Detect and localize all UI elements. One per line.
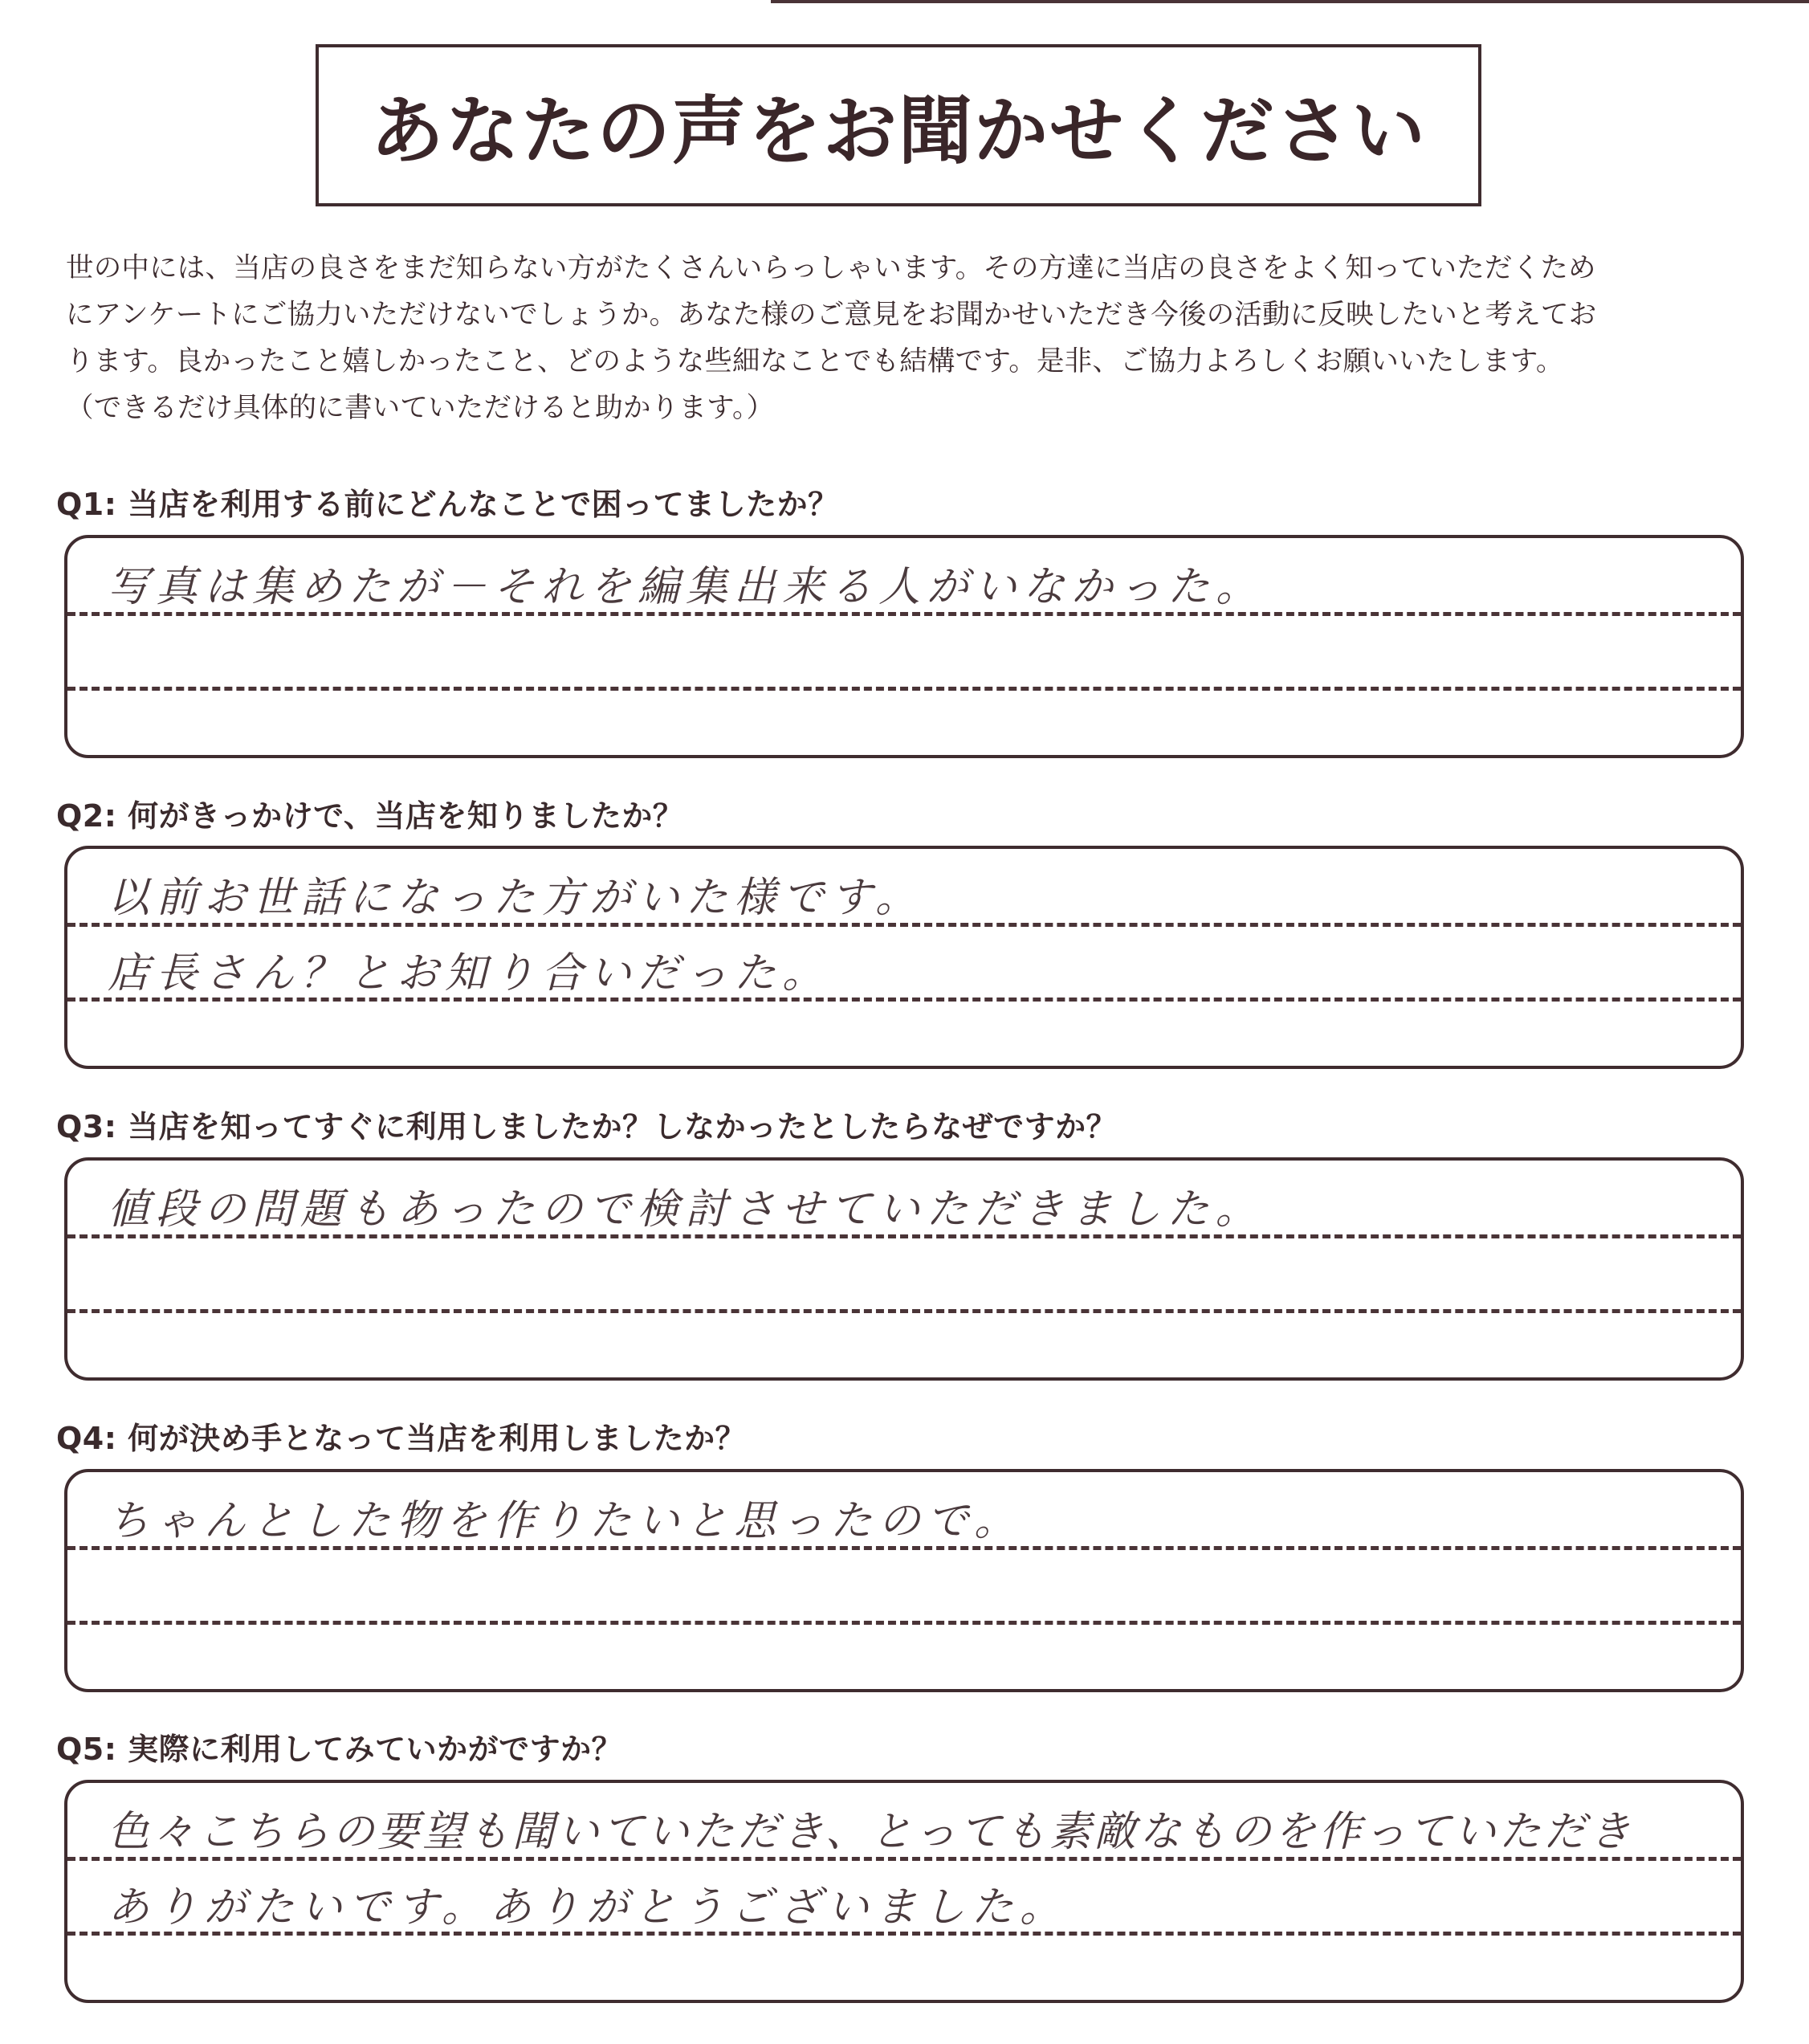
handwritten-answer-line: ちゃんとした物を作りたいと思ったので。	[108, 1497, 1022, 1545]
question-1-label: Q1: 当店を利用する前にどんなことで困ってましたか？	[56, 487, 839, 522]
intro-paragraph	[66, 245, 1784, 431]
answer-box-4[interactable]	[64, 1469, 1744, 1692]
answer-box-2[interactable]	[64, 846, 1744, 1069]
handwritten-answer-line: 色々こちらの要望も聞いていただき、とっても素敵なものを作っていただき	[108, 1808, 1634, 1856]
question-4-label: Q4: 何が決め手となって当店を利用しましたか？	[56, 1421, 747, 1456]
answer-box-1[interactable]	[64, 535, 1744, 758]
handwritten-answer-line: 写真は集めたが－それを編集出来る人がいなかった。	[108, 563, 1265, 611]
handwritten-answer-line: 店長さん？とお知り合いだった。	[108, 949, 831, 998]
answer-box-3[interactable]	[64, 1157, 1744, 1381]
intro-line: （できるだけ具体的に書いていただけると助かります。）	[66, 392, 775, 424]
dashed-rule	[67, 1309, 1741, 1313]
dashed-rule	[67, 1621, 1741, 1625]
handwritten-answer-line: 以前お世話になった方がいた様です。	[108, 874, 923, 922]
question-3-label: Q3: 当店を知ってすぐに利用しましたか？しなかったとしたらなぜですか？	[56, 1109, 1118, 1144]
question-2-label: Q2: 何がきっかけで、当店を知りましたか？	[56, 798, 684, 834]
answer-box-5[interactable]	[64, 1780, 1744, 2003]
title-box	[316, 44, 1481, 206]
handwritten-answer-line: 値段の問題もあったので検討させていただきました。	[108, 1185, 1264, 1234]
intro-line: 世の中には、当店の良さをまだ知らない方がたくさんいらっしゃいます。その方達に当店の良さをよく知っていただくため	[66, 252, 1596, 284]
intro-line: にアンケートにご協力いただけないでしょうか。あなた様のご意見をお聞かせいただき今後の活動に反映したいと考えてお	[66, 299, 1597, 331]
dashed-rule	[67, 687, 1741, 691]
page-title: あなたの声をお聞かせください	[369, 88, 1427, 174]
question-5-label: Q5: 実際に利用してみていかがですか？	[56, 1732, 623, 1767]
page-top-edge	[771, 0, 1809, 3]
handwritten-answer-line: ありがたいです。ありがとうございました。	[108, 1883, 1068, 1932]
intro-line: ります。良かったこと嬉しかったこと、どのような些細なことでも結構です。是非、ご協力よろしくお願いいたします。	[66, 345, 1564, 377]
